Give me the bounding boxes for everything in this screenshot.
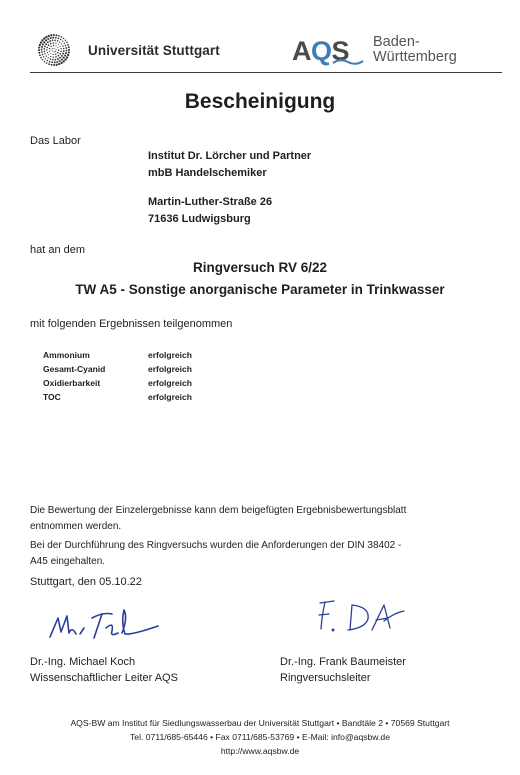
intro-text: Das Labor: [30, 135, 81, 147]
results-intro: mit folgenden Ergebnissen teilgenommen: [30, 318, 233, 330]
result-parameter: Ammonium: [43, 350, 90, 360]
result-parameter: Oxidierbarkeit: [43, 378, 101, 388]
aqs-logo-text: AQS: [292, 36, 350, 66]
footer-website[interactable]: http://www.aqsbw.de: [220, 746, 300, 756]
lab-street: Martin-Luther-Straße 26: [148, 196, 273, 208]
note1-line1: Die Bewertung der Einzelergebnisse kann dem beigefügten Ergebnisbewertungsblatt: [30, 505, 407, 516]
signatory-baumeister-role: Ringversuchsleiter: [280, 672, 371, 684]
page-title: Bescheinigung: [184, 90, 336, 113]
signatory-baumeister-name: Dr.-Ing. Frank Baumeister: [280, 656, 406, 668]
note2-line1: Bei der Durchführung des Ringversuchs wurden die Anforderungen der DIN 38402 -: [30, 540, 402, 551]
signatory-koch-role: Wissenschaftlicher Leiter AQS: [30, 672, 178, 684]
signatory-koch-name: Dr.-Ing. Michael Koch: [30, 656, 136, 668]
lab-city: 71636 Ludwigsburg: [148, 213, 251, 225]
footer-contact: Tel. 0711/685-65446 • Fax 0711/685-53769 • E-Mail: info@aqsbw.de: [130, 732, 390, 742]
aqs-region-line2: Württemberg: [373, 49, 457, 65]
note1-line2: entnommen werden.: [30, 521, 122, 532]
result-value: erfolgreich: [148, 350, 192, 360]
result-row: [43, 348, 192, 362]
signature-koch: [48, 604, 160, 642]
aqs-region: [373, 35, 457, 65]
result-value: erfolgreich: [148, 392, 192, 402]
place-date: Stuttgart, den 05.10.22: [30, 576, 142, 588]
lab-name-line1: Institut Dr. Lörcher und Partner: [148, 150, 312, 162]
aqs-wave-icon: [332, 58, 364, 66]
footer-address: AQS-BW am Institut für Siedlungswasserbau der Universität Stuttgart • Bandtäle 2 • 70569 Stuttgart: [70, 718, 450, 728]
result-value: erfolgreich: [148, 378, 192, 388]
result-value: erfolgreich: [148, 364, 192, 374]
university-name: Universität Stuttgart: [88, 43, 220, 58]
result-row: [43, 390, 192, 404]
participated-intro: hat an dem: [30, 244, 86, 256]
header-divider: [30, 72, 502, 73]
test-subject: TW A5 - Sonstige anorganische Parameter in Trinkwasser: [75, 282, 445, 297]
signature-baumeister: [319, 601, 404, 631]
result-row: [43, 362, 192, 376]
lab-name-line2: mbB Handelschemiker: [148, 167, 267, 179]
aqs-region-line1: Baden-: [373, 34, 420, 50]
university-logo: [36, 32, 72, 68]
results-table: [43, 348, 192, 404]
result-row: [43, 376, 192, 390]
note2-line2: A45 eingehalten.: [30, 556, 106, 567]
test-name: Ringversuch RV 6/22: [192, 260, 328, 275]
result-parameter: TOC: [43, 392, 61, 402]
result-parameter: Gesamt-Cyanid: [43, 364, 106, 374]
